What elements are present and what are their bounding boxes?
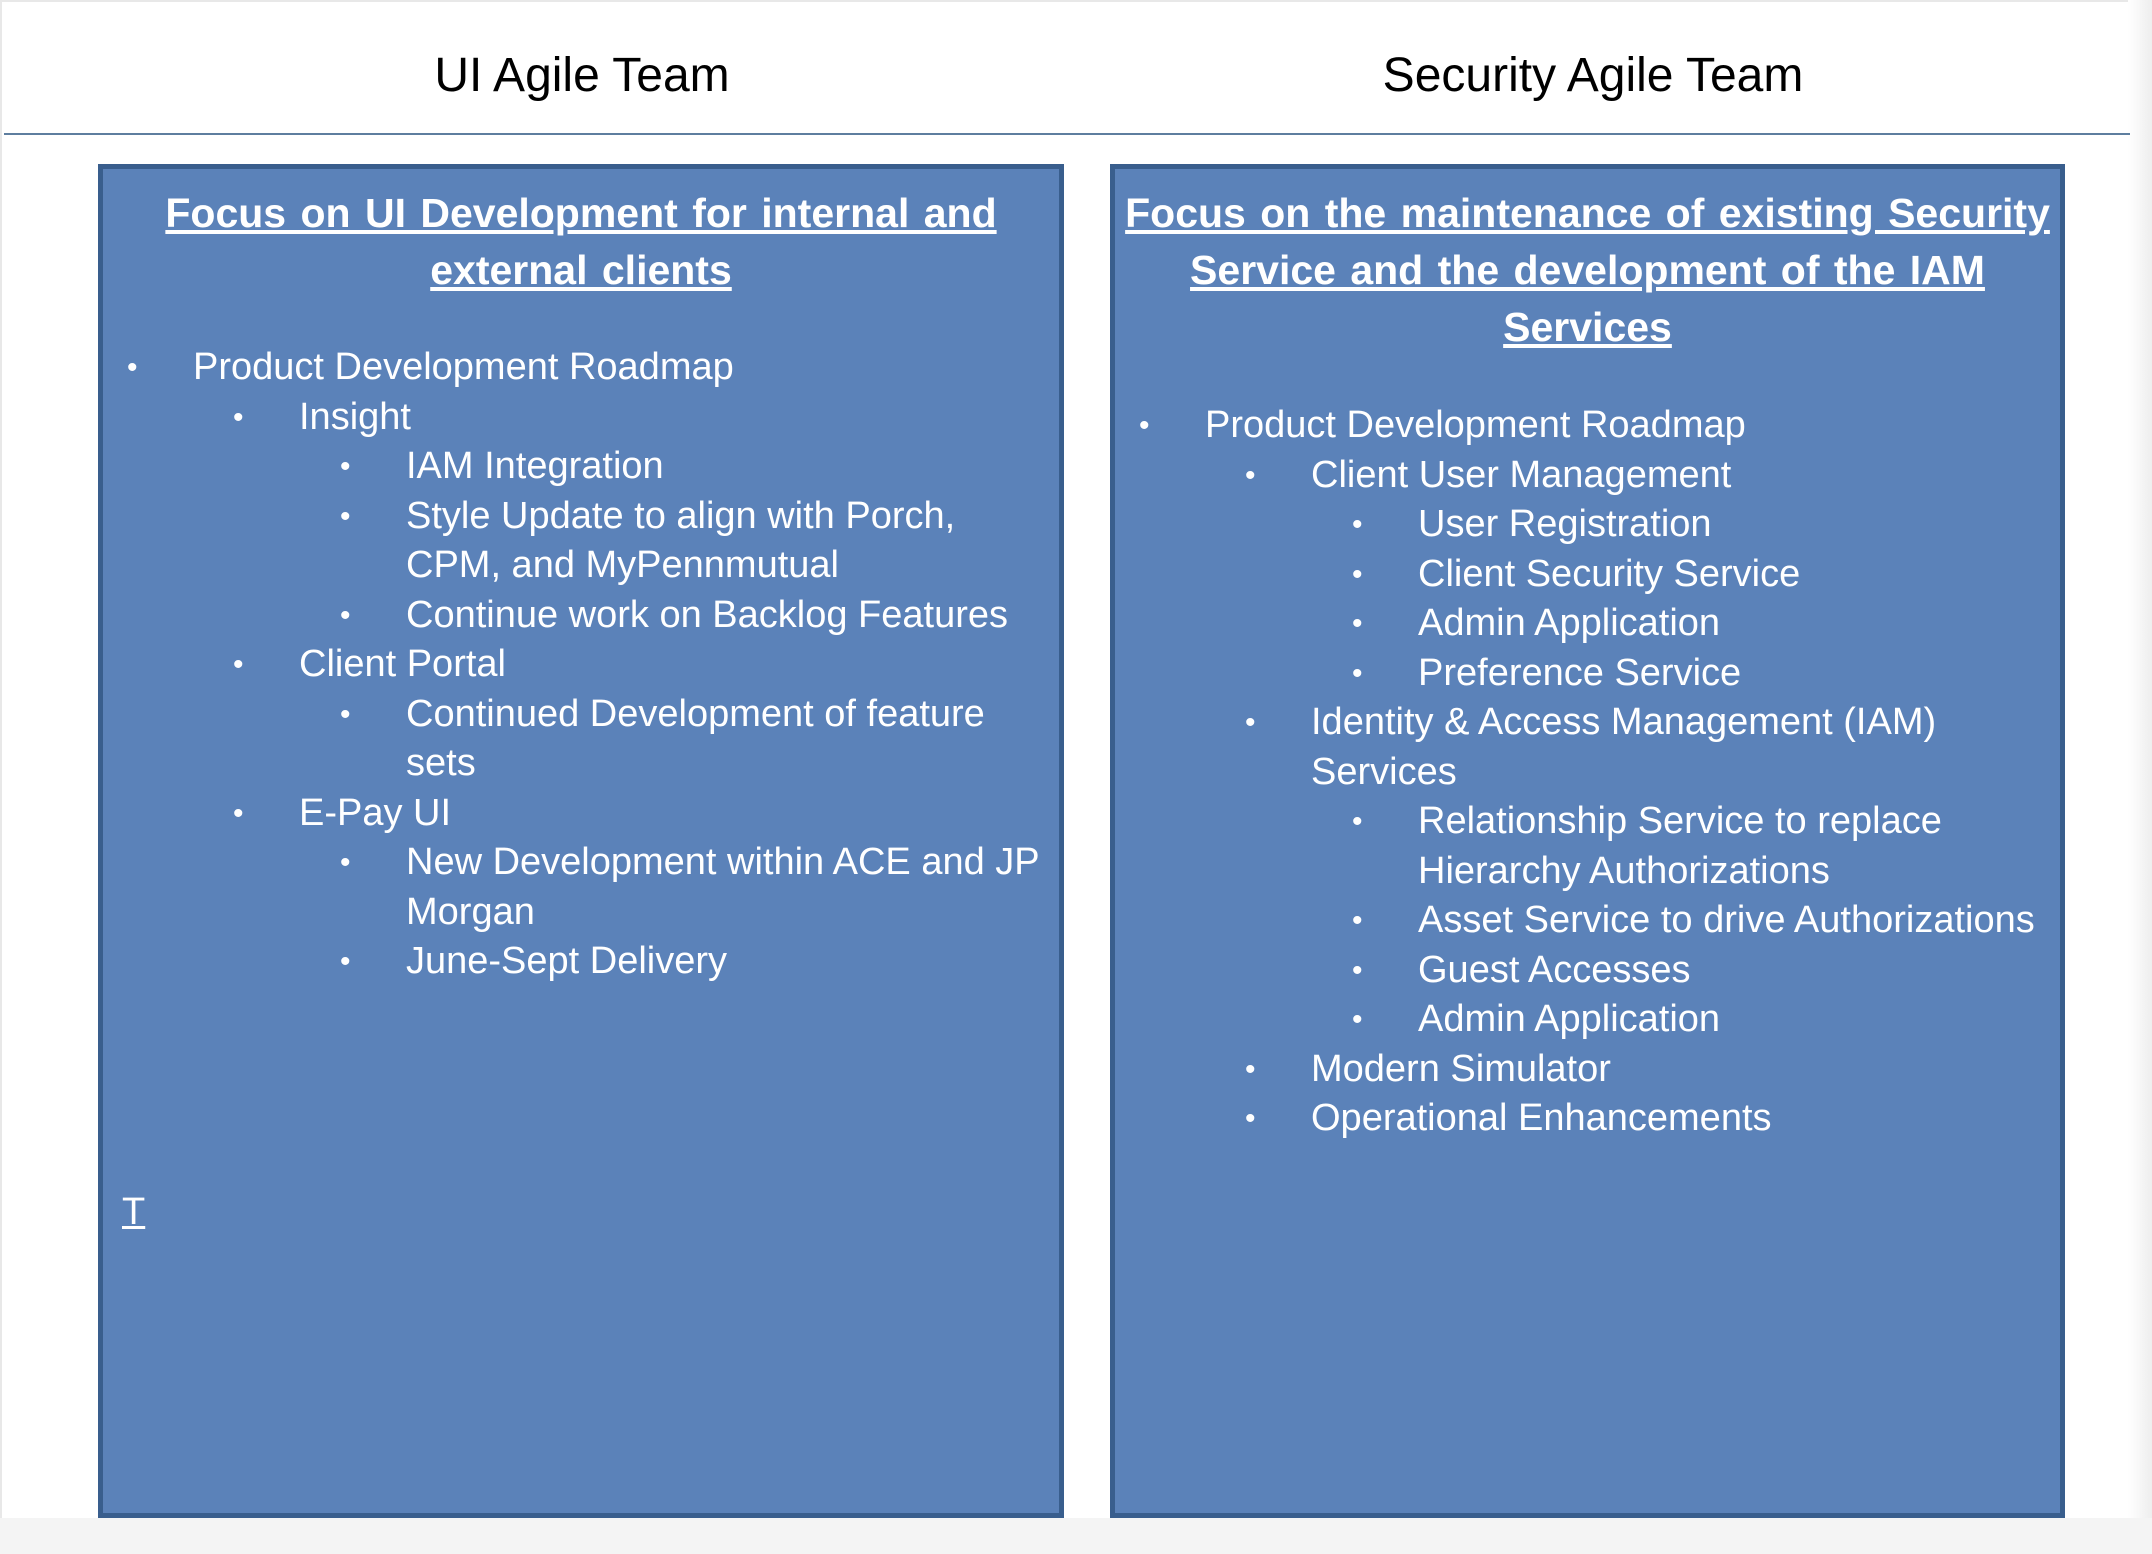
security-team-roadmap-item-level-3: Admin Application	[1418, 998, 1721, 1040]
ui-team-focus-title-line: external clients	[430, 247, 732, 293]
ui-team-roadmap-item-level-3: Continued Development of feature	[406, 692, 985, 735]
ui-team-roadmap-item-level-3: New Development within ACE and JP	[406, 841, 1040, 883]
ui-team-roadmap-item-level-2: Client Portal	[299, 643, 506, 685]
ui-team-roadmap-bullet: •	[233, 796, 244, 830]
page-edge-shadow	[2128, 0, 2152, 1554]
ui-team-roadmap-bullet: •	[233, 400, 244, 434]
security-team-roadmap-item-level-2: Services	[1311, 750, 1457, 793]
security-team-roadmap-bullet: •	[1245, 458, 1256, 492]
text-cursor-marker: T	[122, 1191, 146, 1233]
ui-team-roadmap-item-level-2: Insight	[299, 395, 411, 438]
security-team-roadmap-bullet: •	[1139, 409, 1150, 442]
ui-team-roadmap-bullet: •	[340, 499, 351, 533]
security-team-roadmap-item-level-3: Hierarchy Authorizations	[1418, 849, 1830, 892]
security-team-focus-title-line: Service and the development of the IAM	[1190, 247, 1985, 293]
security-team-roadmap-bullet: •	[1352, 656, 1363, 690]
ui-team-roadmap-bullet: •	[340, 846, 351, 879]
security-team-roadmap-item-level-3: User Registration	[1418, 503, 1712, 545]
security-team-panel	[1110, 164, 2065, 1518]
security-team-roadmap-bullet: •	[1245, 706, 1256, 739]
security-team-roadmap-bullet: •	[1245, 1102, 1256, 1135]
ui-team-roadmap-bullet: •	[340, 598, 351, 632]
security-team-focus-title	[1115, 185, 2060, 356]
security-team-roadmap-item-level-3: Admin Application	[1418, 602, 1721, 644]
security-team-header: Security Agile Team	[1382, 49, 1804, 102]
security-team-roadmap-bullet: •	[1352, 1003, 1363, 1036]
ui-team-roadmap-item-level-3: Morgan	[406, 890, 535, 933]
security-team-roadmap-item-level-3: Preference Service	[1418, 651, 1742, 694]
security-team-roadmap-bullet: •	[1352, 904, 1363, 937]
security-team-focus-title-line: Services	[1503, 304, 1672, 350]
ui-team-roadmap-item-level-3: Style Update to align with Porch,	[406, 494, 956, 537]
ui-team-roadmap-item-level-2: E-Pay UI	[299, 791, 452, 834]
security-team-roadmap-item-level-1: Product Development Roadmap	[1205, 404, 1746, 446]
security-team-roadmap-bullet: •	[1245, 1052, 1256, 1086]
security-team-roadmap-item-level-3: Asset Service to drive Authorizations	[1418, 899, 2035, 941]
page-bottom-margin	[0, 1518, 2152, 1554]
ui-team-roadmap-bullet: •	[340, 697, 351, 731]
ui-team-roadmap-bullet: •	[127, 351, 138, 384]
ui-team-roadmap-bullet: •	[340, 450, 351, 483]
security-team-roadmap-bullet: •	[1352, 607, 1363, 640]
ui-team-header: UI Agile Team	[434, 49, 730, 102]
ui-team-roadmap-item-level-3: Continue work on Backlog Features	[406, 593, 1008, 636]
security-team-roadmap-item-level-3: Client Security Service	[1418, 552, 1801, 595]
security-team-roadmap-item-level-2: Operational Enhancements	[1311, 1097, 1772, 1139]
ui-team-roadmap-item-level-3: June-Sept Delivery	[406, 940, 728, 982]
ui-team-roadmap-item-level-3: IAM Integration	[406, 445, 664, 487]
ui-team-roadmap-item-level-1: Product Development Roadmap	[193, 346, 734, 388]
security-team-focus-title-line: Focus on the maintenance of existing Security	[1125, 190, 2050, 236]
ui-team-roadmap-bullet: •	[233, 648, 244, 681]
security-team-roadmap-bullet: •	[1352, 508, 1363, 541]
security-team-roadmap-bullet: •	[1352, 805, 1363, 838]
security-team-roadmap-bullet: •	[1352, 557, 1363, 591]
ui-team-focus-title	[103, 185, 1059, 299]
ui-team-roadmap-bullet: •	[340, 945, 351, 978]
security-team-roadmap-item-level-2: Client User Management	[1311, 453, 1732, 496]
security-team-roadmap-item-level-3: Relationship Service to replace	[1418, 800, 1942, 842]
security-team-roadmap-item-level-3: Guest Accesses	[1418, 948, 1691, 991]
header-divider	[4, 133, 2130, 135]
ui-team-panel	[98, 164, 1064, 1518]
ui-team-focus-title-line: Focus on UI Development for internal and	[165, 190, 997, 236]
security-team-roadmap-item-level-2: Modern Simulator	[1311, 1047, 1611, 1090]
security-team-roadmap-bullet: •	[1352, 953, 1363, 987]
security-team-roadmap-item-level-2: Identity & Access Management (IAM)	[1311, 701, 1937, 743]
ui-team-roadmap-item-level-3: sets	[406, 742, 476, 784]
ui-team-roadmap-item-level-3: CPM, and MyPennmutual	[406, 544, 839, 586]
